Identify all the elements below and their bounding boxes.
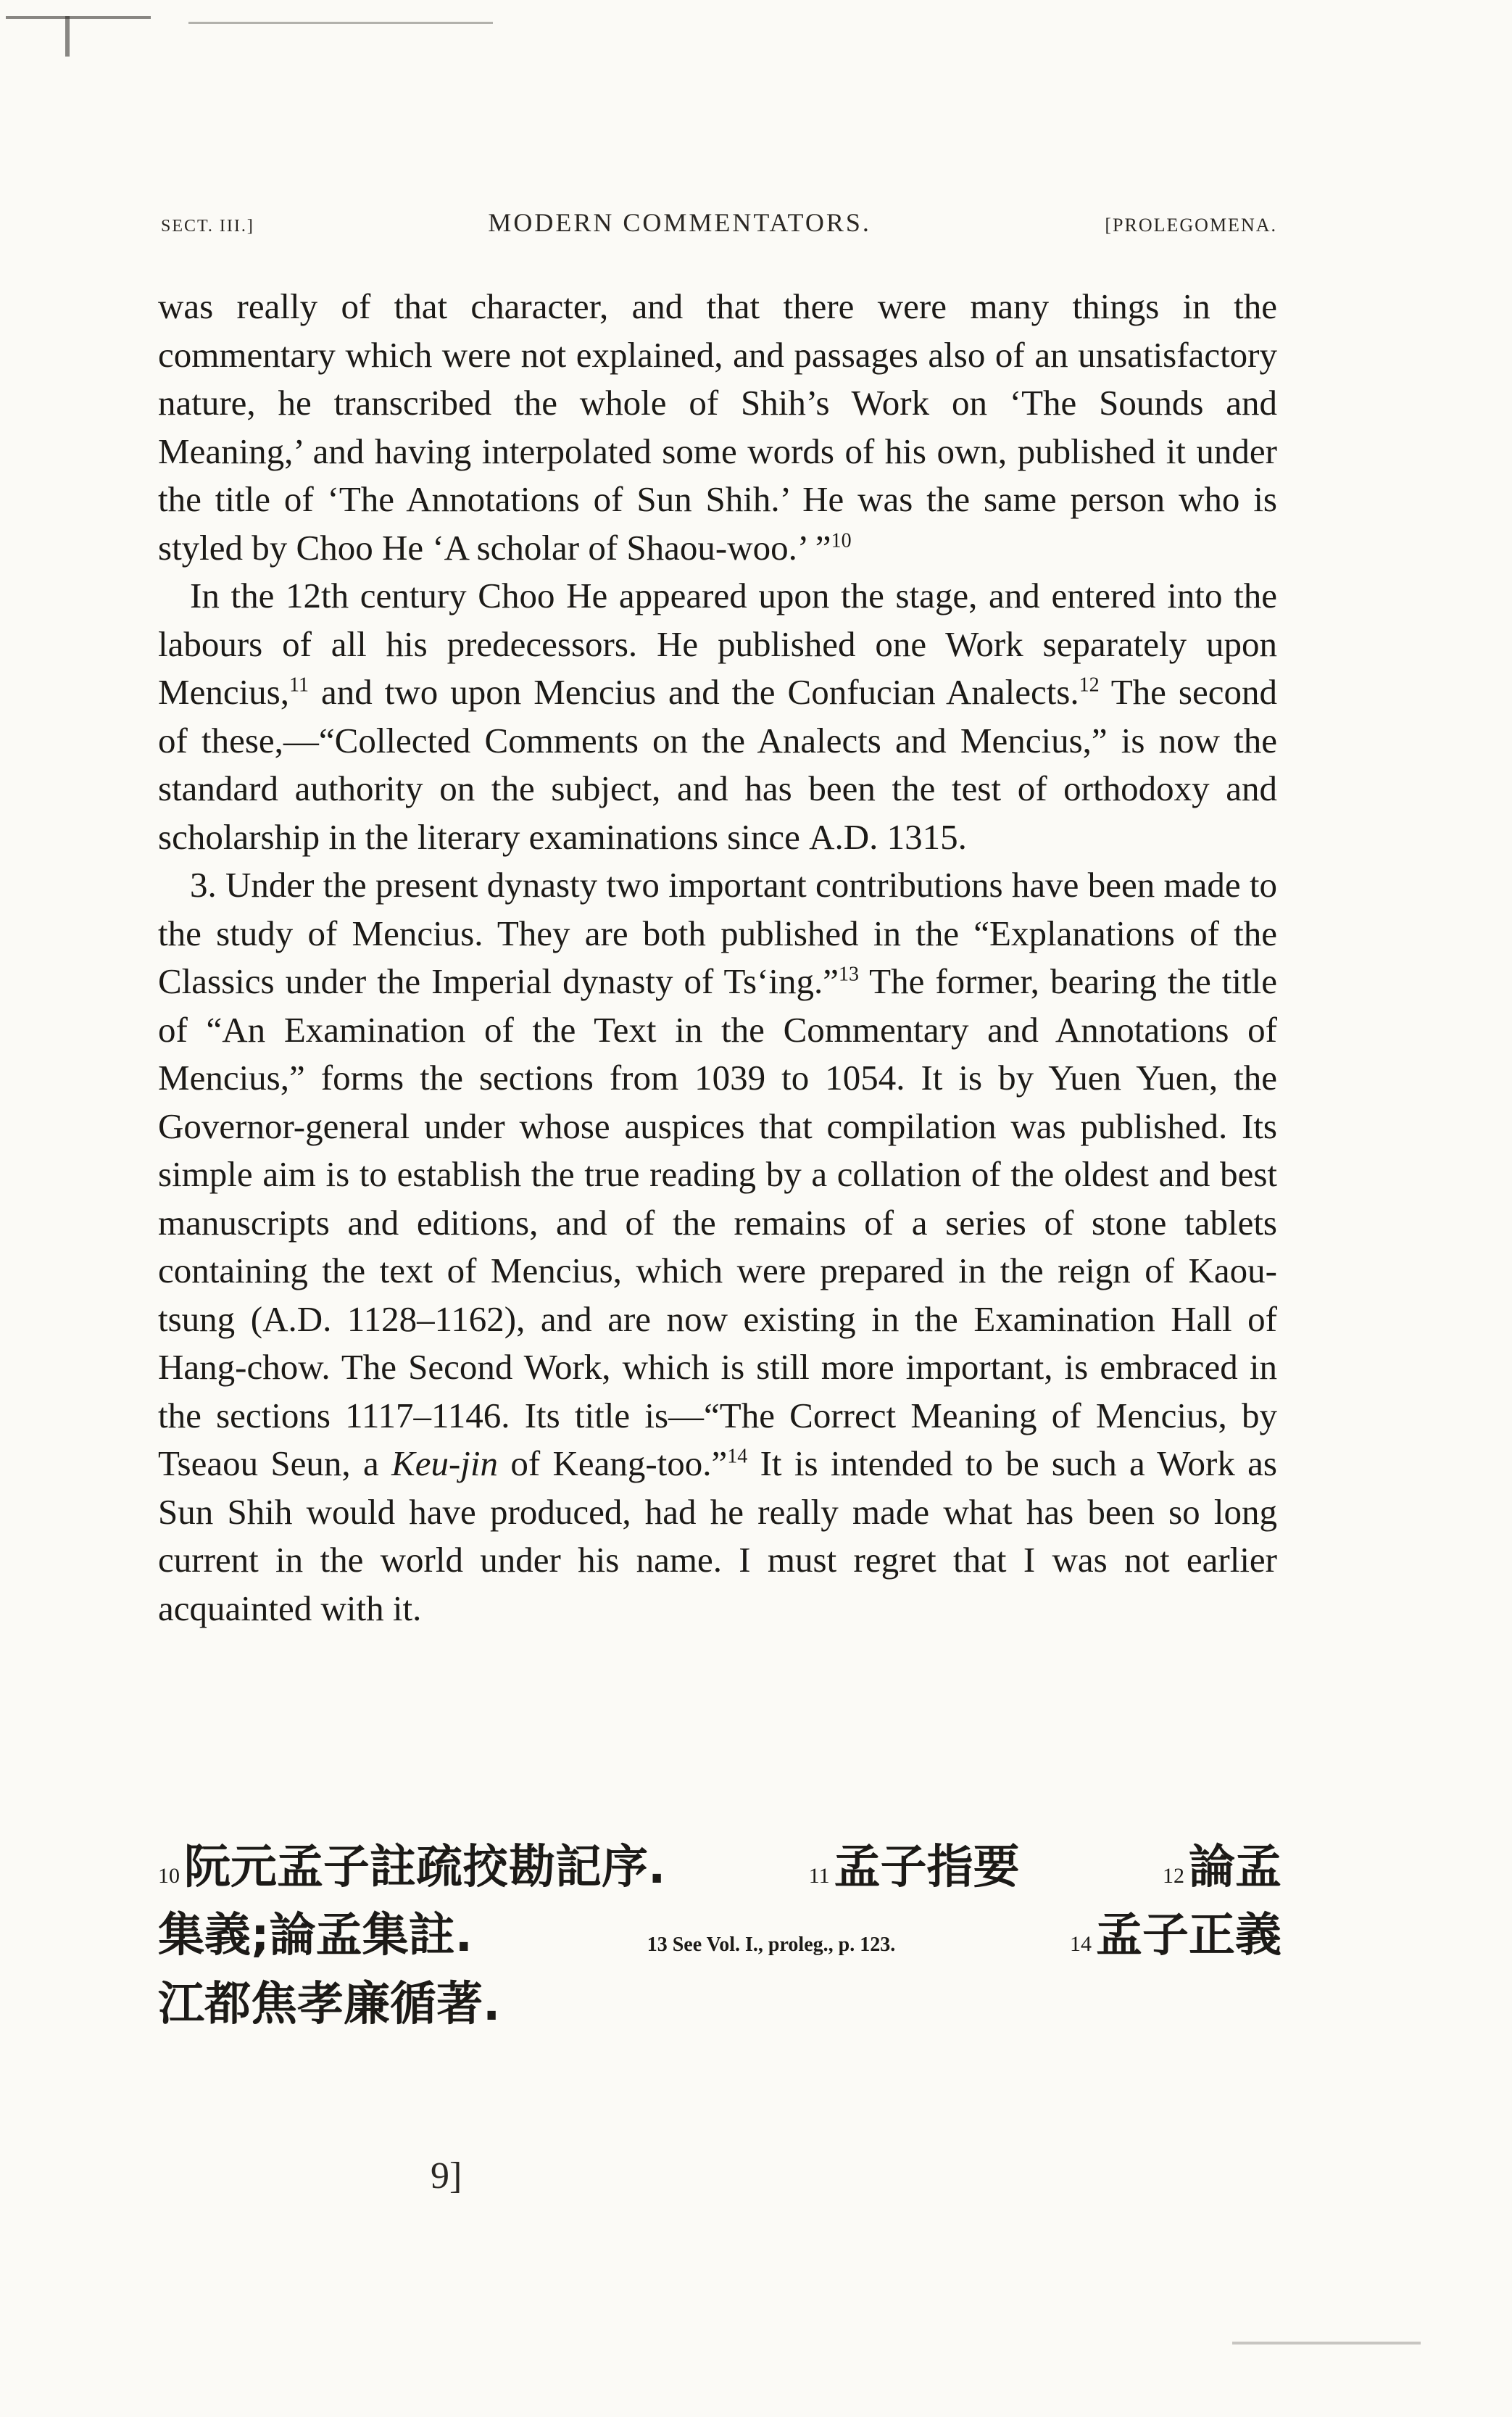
footnote-ref: 14	[727, 1445, 748, 1468]
footnote-line	[158, 1975, 1282, 2034]
footnote-text: 集義;論孟集註.	[158, 1909, 473, 1962]
paragraph-text: In the 12th century Choo He appeared upon the stage, and entered into the labours of all his predecessors. He published one Work separately upon Mencius,	[158, 576, 1277, 712]
running-header	[161, 207, 1277, 244]
paragraph-text: of Keang-too.”	[498, 1443, 728, 1483]
paragraph-text: was really of that character, and that there were many things in the commentary which were not explained, and passages also of an unsatisfactory nature, he transcribed the whole of Shih’s Work on ‘The Sounds and Meaning,’ and having interpolated some words of his own, published it under the title of ‘The Annotations of Sun Shih.’ He was the same person who is styled by Choo He ‘A scholar of Shaou-woo.’ ”	[158, 286, 1277, 568]
paragraph-text: 1315.	[878, 816, 967, 857]
footnote-line	[158, 1906, 1282, 1975]
footnote-line	[158, 1838, 1282, 1906]
footnote-ref: 10	[831, 529, 852, 552]
paragraph-text: 3. Under the present dynasty two important contributions have been made to the study of Mencius. They are both published in the “Explanations of the Classics under the Imperial dynasty of Ts‘ing.”	[158, 865, 1277, 1001]
footnote-14	[1070, 1906, 1282, 1974]
paragraph-1	[158, 283, 1277, 572]
paragraph-2	[158, 572, 1277, 861]
scan-mark	[188, 22, 493, 24]
footnote-ref: 13	[839, 963, 859, 986]
footnote-11	[809, 1838, 1020, 1906]
page-title: MODERN COMMENTATORS.	[488, 208, 871, 237]
paragraph-text: and two upon Mencius and the Confucian Analects.	[308, 672, 1079, 712]
era-abbrev: A.D.	[262, 1298, 332, 1339]
footnote-text: 江都焦孝廉循著.	[158, 1978, 501, 2031]
footnote-13: 13 See Vol. I., proleg., p. 123.	[647, 1933, 896, 1956]
section-label: SECT. III.]	[161, 217, 254, 236]
paragraph-3	[158, 861, 1277, 1633]
footnotes	[158, 1838, 1282, 2034]
page-number: 9]	[431, 2155, 462, 2197]
footnote-number: 10	[158, 1864, 180, 1888]
italic-term: Keu-jin	[391, 1443, 499, 1483]
paragraph-text: The former, bearing the title of “An Examination of the Text in the Commentary and Annotations of Mencius,” forms the sections from 1039 to 1054. It is by Yuen Yuen, the Governor-general under whose auspices that compilation was published. Its simple aim is to establish the true reading by a collation of the oldest and best manuscripts and editions, and of the remains of a series of stone tablets containing the text of Mencius, which were prepared in the reign of Kaou-tsung (	[158, 961, 1277, 1339]
footnote-text: 孟子指要	[834, 1841, 1020, 1894]
scan-mark	[6, 16, 151, 19]
paragraph-text: 1128–1162), and are now existing in the Examination Hall of Hang-chow. The Second Work, which is still more important, is embraced in the sections 1117–1146. Its title is—“The Correct Meaning of Mencius, by Tseaou Seun, a	[158, 1298, 1278, 1483]
footnote-12	[1163, 1838, 1282, 1906]
footnote-number: 11	[808, 1864, 830, 1888]
footnote-10	[158, 1838, 665, 1906]
footnote-number: 14	[1070, 1932, 1092, 1956]
footnote-ref: 12	[1079, 673, 1100, 697]
scan-mark	[1232, 2342, 1421, 2345]
footnote-text: 孟子正義	[1096, 1909, 1282, 1962]
footnote-text: 阮元孟子註疏挍勘記序.	[184, 1841, 666, 1894]
footnote-text: 論孟	[1188, 1841, 1282, 1894]
scan-mark	[65, 16, 70, 57]
body-text	[158, 283, 1277, 1633]
footnote-number: 12	[1162, 1864, 1184, 1888]
paragraph-text: The second of these,—“Collected Comments on the Analects and Mencius,” is now the standard authority on the subject, and has been the test of orthodoxy and scholarship in the literary examinations since	[158, 672, 1277, 857]
era-abbrev: A.D.	[809, 816, 878, 857]
paragraph-text: It is intended to be such a Work as Sun Shih would have produced, had he really made what has been so long current in the world under his name. I must regret that I was not earlier acquainted with it.	[158, 1443, 1278, 1628]
part-label: [PROLEGOMENA.	[1105, 215, 1277, 236]
footnote-ref: 11	[289, 673, 309, 697]
